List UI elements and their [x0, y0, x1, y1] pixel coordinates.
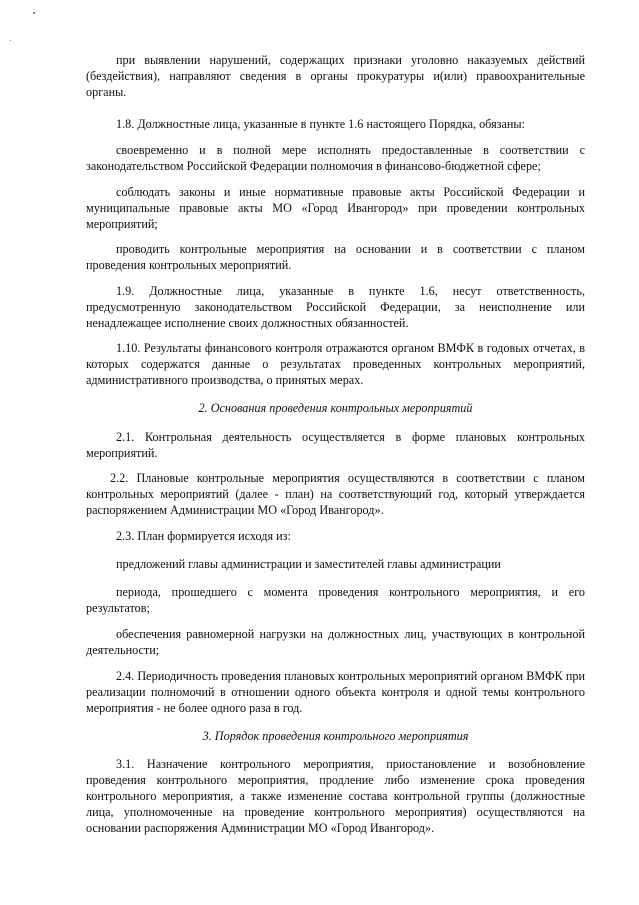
paragraph-duty-comply-laws: соблюдать законы и иные нормативные правовые акты Российской Федерации и муниципальные правовые акты МО «Город Ивангород» при проведении контрольных мероприятий; — [86, 185, 585, 231]
paragraph-duty-exercise-powers: своевременно и в полной мере исполнять предоставленные в соответствии с законодательством Российской Федерации полномочия в финансово-бюджетной сфере; — [86, 143, 585, 173]
paragraph-1-8: 1.8. Должностные лица, указанные в пункте 1.6 настоящего Порядка, обязаны: — [116, 117, 525, 131]
scan-artifact-dot — [33, 12, 35, 14]
section-heading-3: 3. Порядок проведения контрольного мероприятия — [202, 729, 469, 743]
paragraph-1-9: 1.9. Должностные лица, указанные в пункте 1.6, несут ответственность, предусмотренную законодательством Российской Федерации, за неисполнение или ненадлежащее исполнение своих должностных обязанностей. — [86, 284, 585, 330]
paragraph-3-1: 3.1. Назначение контрольного мероприятия, приостановление и возобновление проведения контрольного мероприятия, продление либо изменение срока проведения контрольного мероприятия, а также изменение состава контрольной группы (должностные лица, уполномоченные на проведение контрольного мероприятия) осуществляются на основании распоряжения Администрации МО «Город Ивангород». — [86, 757, 585, 835]
paragraph-period: периода, прошедшего с момента проведения контрольного мероприятия, и его результатов; — [86, 585, 585, 615]
section-heading-2: 2. Основания проведения контрольных мероприятий — [198, 401, 473, 415]
scan-artifact-dot — [10, 40, 11, 41]
paragraph-workload: обеспечения равномерной нагрузки на должностных лиц, участвующих в контрольной деятельности; — [86, 627, 585, 657]
paragraph-violations-reporting: при выявлении нарушений, содержащих признаки уголовно наказуемых действий (бездействия), направляют сведения в органы прокуратуры и(или) правоохранительные органы. — [86, 53, 585, 99]
paragraph-proposals: предложений главы администрации и заместителей главы администрации — [116, 557, 501, 571]
paragraph-2-3: 2.3. План формируется исходя из: — [116, 529, 291, 543]
paragraph-2-1: 2.1. Контрольная деятельность осуществляется в форме плановых контрольных мероприятий. — [86, 430, 585, 460]
paragraph-2-4: 2.4. Периодичность проведения плановых контрольных мероприятий органом ВМФК при реализации полномочий в отношении одного объекта контроля и одной темы контрольного мероприятия - не более одного раза в год. — [86, 669, 585, 715]
paragraph-2-2: 2.2. Плановые контрольные мероприятия осуществляются в соответствии с планом контрольных мероприятий (далее - план) на соответствующий год, который утверждается распоряжением Администрации МО «Город Ивангород». — [86, 471, 585, 517]
paragraph-1-10: 1.10. Результаты финансового контроля отражаются органом ВМФК в годовых отчетах, в которых содержатся данные о результатах проведенных контрольных мероприятий, административного производства, о принятых мерах. — [86, 341, 585, 387]
paragraph-duty-conduct-per-plan: проводить контрольные мероприятия на основании и в соответствии с планом проведения контрольных мероприятий. — [86, 242, 585, 272]
